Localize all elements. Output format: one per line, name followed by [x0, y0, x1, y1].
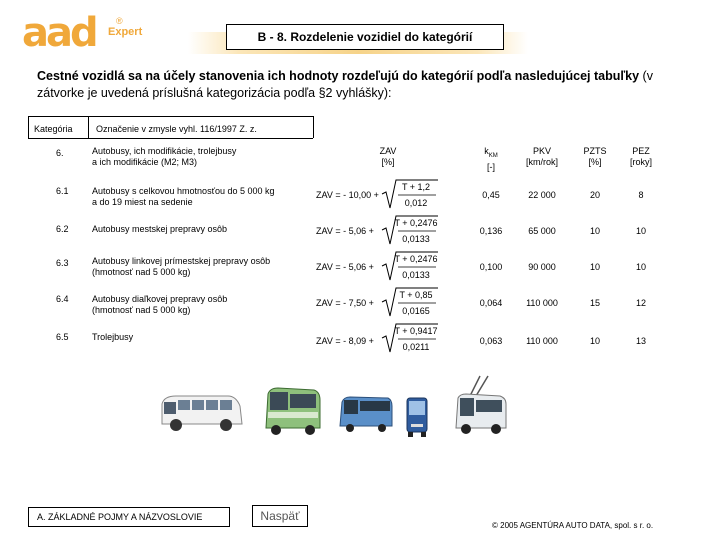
row-65-pkv: 110 000 — [526, 336, 558, 346]
row-61-name — [92, 186, 275, 208]
row-63-num: T + 0,2476 — [394, 254, 438, 264]
suburban-bus-image — [338, 394, 394, 434]
table-left-border — [28, 116, 29, 138]
row-61-pez: 8 — [638, 190, 644, 200]
row-6-name — [92, 146, 236, 168]
table-right-border — [313, 116, 314, 138]
header-zav — [370, 146, 406, 168]
row-65-den: 0,0211 — [402, 342, 430, 352]
row-65-cat: 6.5 — [56, 332, 69, 342]
logo-suffix: Expert — [108, 26, 143, 38]
header-kkm-label — [476, 146, 506, 162]
header-pzts-unit: [%] — [588, 157, 602, 167]
row-63-zav: ZAV = - 5,06 + — [316, 262, 374, 272]
row-64-num: T + 0,85 — [399, 290, 433, 300]
row-62-zav: ZAV = - 5,06 + — [316, 226, 374, 236]
row-6-cat: 6. — [56, 148, 64, 158]
row-62-pzts: 10 — [589, 226, 600, 236]
header-pez-unit: [roky] — [629, 157, 652, 167]
copyright-footer: © 2005 AGENTÚRA AUTO DATA, spol. s r. o. — [492, 521, 654, 530]
header-zav-unit: [%] — [381, 157, 395, 167]
row-6-name-line2: a ich modifikácie (M2; M3) — [92, 157, 198, 167]
row-64-name — [92, 294, 227, 316]
header-pkv — [520, 146, 564, 168]
header-kkm-unit: [-] — [487, 161, 495, 172]
row-61-name-line2: a do 19 miest na sedenie — [92, 197, 193, 207]
row-64-pzts: 15 — [589, 298, 600, 308]
city-bus-image — [262, 386, 324, 438]
row-64-pez: 12 — [635, 298, 646, 308]
row-62-pkv: 65 000 — [528, 226, 556, 236]
row-65-pez: 13 — [635, 336, 646, 346]
logo-brand: aad — [22, 10, 96, 56]
minibus-image — [156, 390, 246, 436]
row-65-pzts: 10 — [589, 336, 600, 346]
row-61-name-line1: Autobusy s celkovou hmotnosťou do 5 000 kg — [92, 186, 275, 196]
row-61-num: T + 1,2 — [401, 182, 431, 192]
header-zav-label: ZAV — [379, 146, 397, 156]
row-63-name — [92, 256, 270, 278]
logo-registered-mark: ® — [116, 16, 123, 26]
header-oznacenie: Označenie v zmysle vyhl. 116/1997 Z. z. — [96, 124, 257, 134]
intro-text — [37, 68, 687, 102]
row-63-den: 0,0133 — [402, 270, 430, 280]
header-pzts — [578, 146, 612, 168]
row-63-name-line2: (hmotnosť nad 5 000 kg) — [92, 267, 191, 277]
row-64-name-line1: Autobusy diaľkovej prepravy osôb — [92, 294, 228, 304]
row-62-name: Autobusy mestskej prepravy osôb — [92, 224, 228, 234]
row-62-num: T + 0,2476 — [394, 218, 438, 228]
row-62-den: 0,0133 — [402, 234, 430, 244]
row-65-k: 0,063 — [479, 336, 503, 346]
row-6-name-line1: Autobusy, ich modifikácie, trolejbusy — [92, 146, 237, 156]
basic-terms-button[interactable]: A. ZÁKLADNÉ POJMY A NÁZVOSLOVIE — [28, 507, 230, 527]
row-62-cat: 6.2 — [56, 224, 69, 234]
row-64-pkv: 110 000 — [526, 298, 558, 308]
row-61-den: 0,012 — [404, 198, 428, 208]
row-65-name: Trolejbusy — [92, 332, 134, 342]
row-64-name-line2: (hmotnosť nad 5 000 kg) — [92, 305, 191, 315]
row-64-k: 0,064 — [479, 298, 503, 308]
row-61-cat: 6.1 — [56, 186, 69, 196]
row-61-k: 0,45 — [482, 190, 500, 200]
aad-expert-logo — [22, 10, 143, 56]
title-banner — [188, 24, 528, 58]
table-top-border — [28, 116, 313, 117]
row-63-pez: 10 — [635, 262, 646, 272]
row-61-zav: ZAV = - 10,00 + — [316, 190, 379, 200]
header-kkm-sub: KM — [488, 152, 498, 159]
row-65-zav: ZAV = - 8,09 + — [316, 336, 374, 346]
intro-bold: Cestné vozidlá sa na účely stanovenia ich hodnoty rozdeľujú do kategórií podľa nasledujúcej tabuľky — [37, 69, 640, 83]
row-63-pkv: 90 000 — [528, 262, 556, 272]
row-65-num: T + 0,9417 — [394, 326, 438, 336]
row-63-pzts: 10 — [589, 262, 600, 272]
header-kkm — [476, 146, 506, 173]
table-col-divider — [88, 116, 89, 138]
back-button[interactable]: Naspäť — [252, 505, 308, 527]
header-pez-label: PEZ — [632, 146, 650, 156]
row-64-cat: 6.4 — [56, 294, 69, 304]
row-64-zav: ZAV = - 7,50 + — [316, 298, 374, 308]
header-kategoria: Kategória — [34, 124, 73, 134]
trolleybus-image — [450, 374, 510, 436]
row-63-name-line1: Autobusy linkovej prímestskej prepravy osôb — [92, 256, 271, 266]
table-header-border — [28, 138, 313, 139]
row-64-den: 0,0165 — [402, 306, 430, 316]
row-63-k: 0,100 — [479, 262, 503, 272]
row-62-k: 0,136 — [479, 226, 503, 236]
page-title: B - 8. Rozdelenie vozidiel do kategórií — [226, 24, 504, 50]
row-61-pzts: 20 — [589, 190, 600, 200]
header-pkv-label: PKV — [532, 146, 551, 156]
header-pez — [624, 146, 658, 168]
row-63-cat: 6.3 — [56, 258, 69, 268]
intro-normal: (v zátvorke je uvedená príslušná kategorizácia podľa §2 vyhlášky): — [37, 69, 653, 100]
header-pzts-label: PZTS — [583, 146, 607, 156]
header-pkv-unit: [km/rok] — [525, 157, 558, 167]
row-62-pez: 10 — [635, 226, 646, 236]
coach-front-image — [404, 396, 430, 438]
row-61-pkv: 22 000 — [528, 190, 556, 200]
header-kkm-k: k — [484, 146, 489, 156]
